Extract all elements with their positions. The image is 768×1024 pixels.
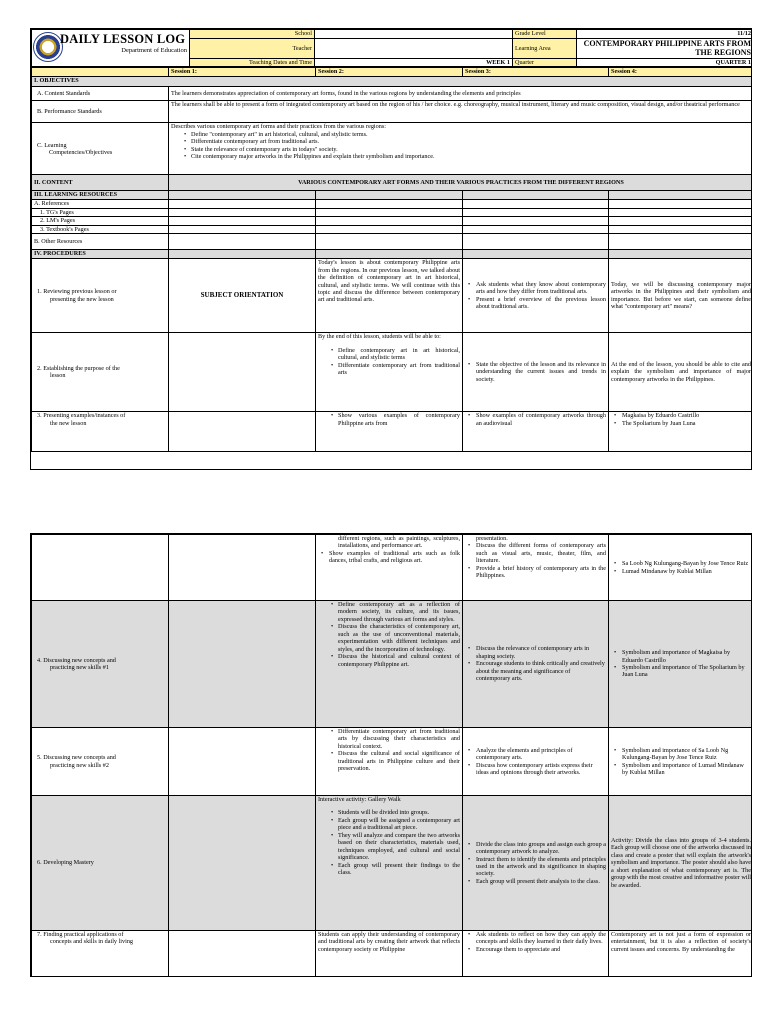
list-item: • The Spoliarium by Juan Luna	[611, 420, 751, 427]
procedure-7-session-4: Contemporary art is not just a form of expression or entertainment, but it is also a reflection of society's current issues and concerns. By understanding the	[609, 931, 753, 978]
list-item: • Show various examples of contemporary Philippine arts from	[318, 412, 460, 427]
procedure-3-session-2-list	[318, 412, 460, 427]
procedure-1-session-2: Today's lesson is about contemporary Philippine arts from the regions. In our previous lesson, we talked about the definition of contemporary art in art historical, cultural, and stylistic terms. We will continue with this topic and discuss the difference between contemporary art and traditional arts.	[316, 259, 463, 333]
teacher-label: Teacher	[190, 39, 315, 59]
deped-seal-icon	[33, 32, 63, 62]
list-item: • Discuss the historical and cultural context of contemporary Philippine art.	[318, 653, 460, 668]
procedure-6-session-3-list	[465, 841, 606, 886]
list-item: • Differentiate contemporary art from traditional arts.	[171, 138, 751, 145]
grade-level-label: Grade Level	[513, 30, 577, 39]
list-item: • State the relevance of contemporary arts in todays" society.	[171, 146, 751, 153]
list-item: • Symbolism and importance of Lumad Mindanaw by Kublai Millan	[611, 762, 751, 777]
list-item: • Each group will be assigned a contemporary art piece and a traditional art piece.	[318, 817, 460, 832]
list-item: • Symbolism and importance of Sa Loob Ng Kulungang-Bayan by Jose Tence Ruiz	[611, 747, 751, 762]
references-label: A. References	[32, 200, 169, 208]
procedure-1-label: 1. Reviewing previous lesson or presenting the new lesson	[32, 259, 169, 333]
lesson-log-page-1	[30, 28, 752, 470]
lesson-table-1	[31, 67, 752, 452]
procedure-7-label: 7. Finding practical applications of concepts and skills in daily living	[32, 931, 169, 978]
lesson-log-page-2	[30, 533, 752, 977]
content-text: VARIOUS CONTEMPORARY ART FORMS AND THEIR VARIOUS PRACTICES FROM THE DIFFERENT REGIONS	[169, 175, 753, 191]
list-item: • Show examples of traditional arts such as folk dances, tribal crafts, and religious art.	[318, 550, 460, 565]
procedure-5-label: 5. Discussing new concepts and practicing new skills #2	[32, 728, 169, 796]
content-standards-text: The learners demonstrates appreciation of contemporary art forms, found in the various regions by understanding the elements and principles	[169, 87, 753, 101]
session-4-header: Session 4:	[609, 68, 753, 77]
session-2-header: Session 2:	[316, 68, 463, 77]
lm-pages-label: 2. LM's Pages	[32, 217, 169, 225]
procedure-2-intro: By the end of this lesson, students will be able to:	[318, 333, 441, 341]
quarter-value: QUARTER 1	[577, 59, 753, 67]
grade-level-value: 11/12	[577, 30, 753, 39]
list-item: • Present a brief overview of the previous lesson about traditional arts.	[465, 296, 606, 311]
week-value: WEEK 1	[315, 59, 513, 67]
content-heading: II. CONTENT	[32, 175, 169, 191]
list-item: • Define contemporary art as a reflection of modern society, its culture, and its issues, expressed through various art forms and styles.	[318, 601, 460, 623]
procedure-4-session-3-list	[465, 645, 606, 682]
list-item: • Cite contemporary major artworks in the Philippines and explain their symbolism and importance.	[171, 153, 751, 160]
list-item: • They will analyze and compare the two artworks based on their characteristics, materials used, techniques employed, and cultural and social significance.	[318, 832, 460, 862]
list-item: • State the objective of the lesson and its relevance in understanding the current issues and trends in society.	[465, 361, 606, 383]
school-value[interactable]	[315, 30, 513, 39]
procedure-3-continued: different regions, such as paintings, sculptures, installations, and performance art.	[338, 535, 460, 550]
list-item: • Show examples of contemporary artworks through an audiovisual	[465, 412, 606, 427]
procedure-5-session-4-list	[611, 747, 751, 777]
list-item: • Ask students what they know about contemporary arts and how they differ from traditional arts.	[465, 281, 606, 296]
list-item: • Analyze the elements and principles of contemporary arts.	[465, 747, 606, 762]
competencies-list	[171, 131, 751, 161]
textbook-pages-label: 3. Textbook's Pages	[32, 225, 169, 233]
other-resources-label: B. Other Resources	[32, 234, 169, 250]
procedure-4-session-2-list	[318, 601, 460, 668]
list-item: • Instruct them to identify the elements and principles used in the artwork and its significance in shaping society.	[465, 856, 606, 878]
procedure-3-continued-list	[318, 550, 460, 565]
list-item: • Define contemporary art in art historical, cultural, and stylistic terms	[318, 347, 460, 362]
content-standards-label: A. Content Standards	[32, 87, 169, 101]
procedure-2-session-2-list	[318, 347, 460, 377]
procedure-3-s4-continued-list	[611, 560, 751, 575]
teacher-value[interactable]	[315, 39, 513, 59]
learning-area-value: CONTEMPORARY PHILIPPINE ARTS FROM THE REGIONS	[577, 39, 753, 59]
header-table	[31, 29, 752, 67]
list-item: • Magkaisa by Eduardo Castrillo	[611, 412, 751, 419]
list-item: • Discuss how contemporary artists express their ideas and opinions through their artworks.	[465, 762, 606, 777]
list-item: • Differentiate contemporary art from traditional arts by discussing their characteristics and historical context.	[318, 728, 460, 750]
performance-standards-label: B. Performance Standards	[32, 101, 169, 123]
procedure-6-session-2-list	[318, 809, 460, 876]
quarter-label: Quarter	[513, 59, 577, 67]
competencies-intro: Describes various contemporary art forms and their practices from the various regions:	[171, 123, 386, 131]
list-item: • Discuss the different forms of contemporary arts such as visual arts, music, theater, film, and literature.	[465, 542, 606, 564]
procedure-5-session-2-list	[318, 728, 460, 773]
tg-pages-label: 1. TG's Pages	[32, 208, 169, 216]
list-item: • Sa Loob Ng Kulungang-Bayan by Jose Tence Ruiz	[611, 560, 751, 567]
objectives-heading: I. OBJECTIVES	[32, 77, 753, 87]
procedure-6-intro: Interactive activity: Gallery Walk	[318, 796, 401, 803]
competencies-label: C. Learning Competencies/Objectives	[32, 123, 169, 175]
procedure-7-session-2: Students can apply their understanding of contemporary and traditional arts by creating their artwork that reflects contemporary society or Philippine	[316, 931, 463, 978]
list-item: • Each group will present their analysis to the class.	[465, 878, 606, 885]
procedure-2-label: 2. Establishing the purpose of the lesson	[32, 333, 169, 412]
procedure-7-session-3-list	[465, 931, 606, 953]
procedure-3-s3-continued: presentation.	[476, 535, 508, 542]
list-item: • Discuss the relevance of contemporary arts in shaping society.	[465, 645, 606, 660]
learning-area-label: Learning Area	[513, 39, 577, 59]
procedures-heading: IV. PROCEDURES	[32, 250, 169, 259]
list-item: • Provide a brief history of contemporary arts in the Philippines.	[465, 565, 606, 580]
list-item: • Students will be divided into groups.	[318, 809, 460, 816]
procedure-3-label: 3. Presenting examples/instances of the new lesson	[32, 412, 169, 452]
list-item: • Symbolism and importance of Magkaisa by Eduardo Castrillo	[611, 649, 751, 664]
procedure-3-session-3-list	[465, 412, 606, 427]
list-item: • Divide the class into groups and assign each group a contemporary artwork to analyze.	[465, 841, 606, 856]
list-item: • Define "contemporary art" in art historical, cultural, and stylistic terms.	[171, 131, 751, 138]
procedure-6-label: 6. Developing Mastery	[32, 796, 169, 931]
performance-standards-text: The learners shall be able to present a form of integrated contemporary art based on the region of his / her choice. e.g. choreography, musical instrument, literary and music composition, visual design, and/or theatrical performance	[169, 101, 753, 123]
procedure-3-s3-continued-list	[465, 542, 606, 579]
school-label: School	[190, 30, 315, 39]
session-3-header: Session 3:	[463, 68, 609, 77]
list-item: • Discuss the cultural and social significance of traditional arts in Philippine culture and their preservation.	[318, 750, 460, 772]
lesson-table-2	[31, 534, 752, 977]
subject-orientation: SUBJECT ORIENTATION	[169, 259, 316, 333]
procedure-4-session-4-list	[611, 649, 751, 679]
procedure-2-session-3-list	[465, 361, 606, 383]
procedure-4-label: 4. Discussing new concepts and practicing new skills #1	[32, 601, 169, 728]
list-item: • Each group will present their findings to the class.	[318, 862, 460, 877]
list-item: • Differentiate contemporary art from traditional arts	[318, 362, 460, 377]
procedure-1-session-4: Today, we will be discussing contemporary major artworks in the Philippines and their symbolism and importance. But before we start, can someone define what "contemporary art" means?	[609, 259, 753, 333]
list-item: • Encourage them to appreciate and	[465, 946, 606, 953]
procedure-1-session-3-list	[465, 281, 606, 311]
competencies-cell	[169, 123, 753, 175]
department-name: Department of Education	[121, 47, 187, 54]
procedure-5-session-3-list	[465, 747, 606, 777]
list-item: • Symbolism and importance of The Spoliarium by Juan Luna	[611, 664, 751, 679]
log-title: DAILY LESSON LOG	[60, 32, 186, 46]
resources-heading: III. LEARNING RESOURCES	[32, 191, 169, 200]
list-item: • Discuss the characteristics of contemporary art, such as the use of unconventional materials, experimentation with different techniques and styles, and the incorporation of technology.	[318, 623, 460, 653]
dates-label: Teaching Dates and Time	[190, 59, 315, 67]
session-1-header: Session 1:	[169, 68, 316, 77]
procedure-3-session-4-list	[611, 412, 751, 427]
list-item: • Lumad Mindanaw by Kublai Millan	[611, 568, 751, 575]
procedure-6-session-4: Activity: Divide the class into groups of 3-4 students. Each group will choose one of the artworks discussed in class and create a poster that will explain the artwork's symbolism and importance. The poster should also have a short explanation of what contemporary art is. The group with the most creative and informative poster will be awarded.	[609, 796, 753, 931]
list-item: • Ask students to reflect on how they can apply the concepts and skills they learned in their daily lives.	[465, 931, 606, 946]
procedure-2-session-4: At the end of the lesson, you should be able to cite and explain the symbolism and importance of major contemporary artworks in the Philippines.	[609, 333, 753, 412]
list-item: • Encourage students to think critically and creatively about the meaning and significance of contemporary arts.	[465, 660, 606, 682]
